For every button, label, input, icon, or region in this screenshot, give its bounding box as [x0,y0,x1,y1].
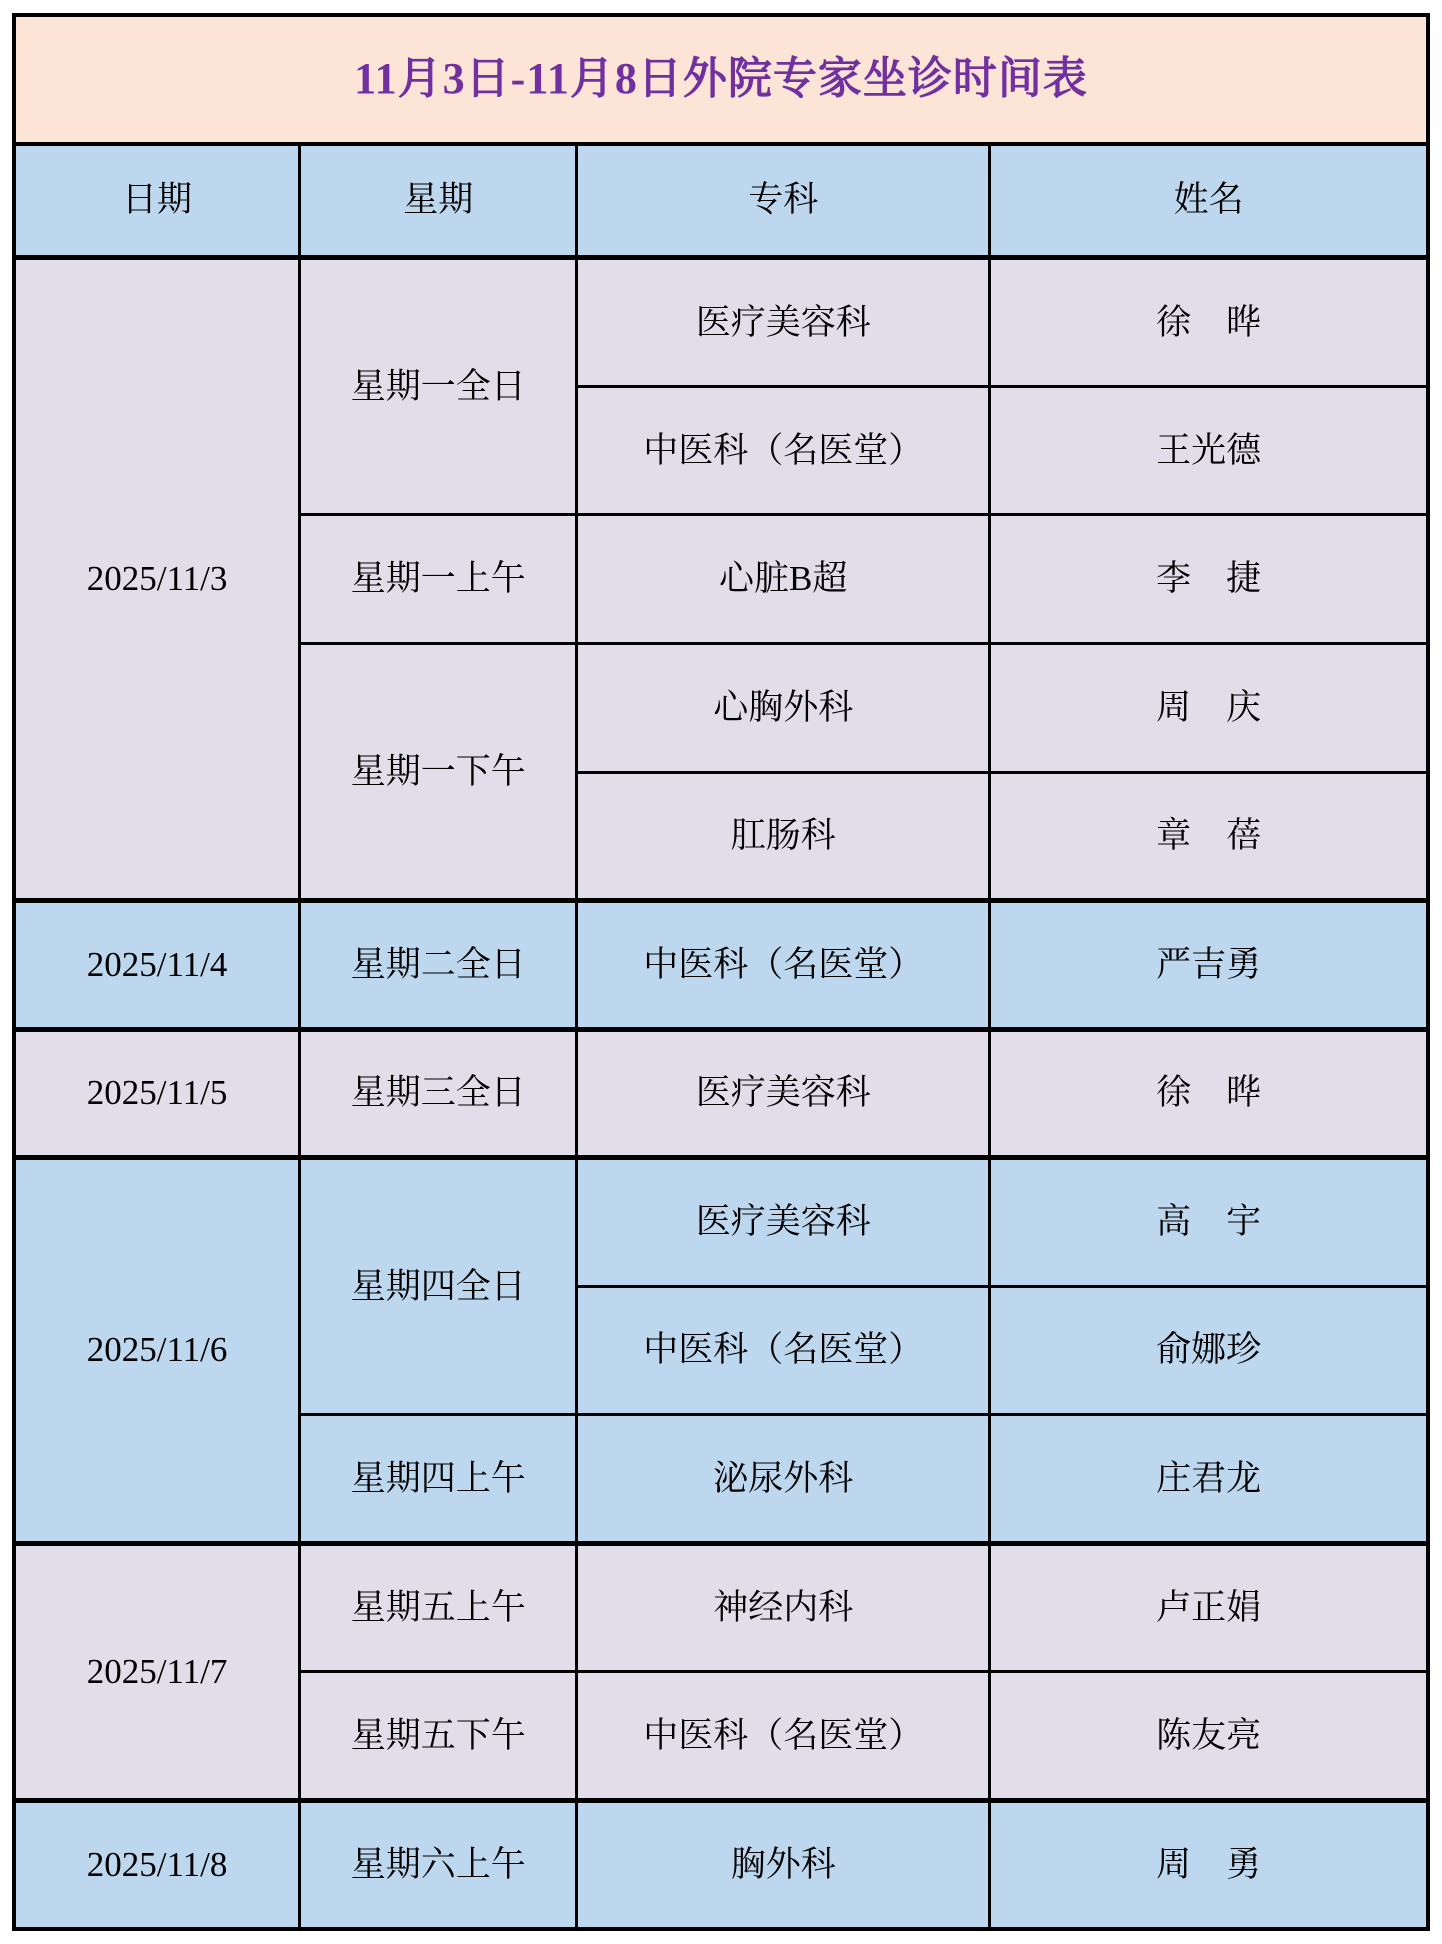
cell-name: 俞娜珍 [990,1286,1428,1415]
cell-dept: 心胸外科 [577,643,990,772]
table-row [14,1543,1428,1672]
cell-dept: 胸外科 [577,1800,990,1929]
cell-week: 星期四全日 [300,1158,577,1415]
cell-dept: 心脏B超 [577,515,990,644]
cell-week: 星期一上午 [300,515,577,644]
table-row [14,1158,1428,1287]
cell-dept: 医疗美容科 [577,1158,990,1287]
column-header-row [14,144,1428,258]
cell-week: 星期一全日 [300,258,577,515]
col-header-dept: 专科 [577,144,990,258]
cell-dept: 中医科（名医堂） [577,1286,990,1415]
col-header-week: 星期 [300,144,577,258]
cell-week: 星期六上午 [300,1800,577,1929]
cell-date: 2025/11/7 [14,1543,300,1800]
table-row [14,1800,1428,1929]
cell-week: 星期五上午 [300,1543,577,1672]
cell-dept: 医疗美容科 [577,258,990,387]
cell-date: 2025/11/3 [14,258,300,901]
cell-name: 李 捷 [990,515,1428,644]
table-title-row [14,15,1428,144]
cell-week: 星期四上午 [300,1415,577,1544]
cell-dept: 中医科（名医堂） [577,386,990,515]
cell-date: 2025/11/5 [14,1029,300,1158]
cell-name: 周 庆 [990,643,1428,772]
cell-name: 王光德 [990,386,1428,515]
cell-dept: 泌尿外科 [577,1415,990,1544]
cell-week: 星期一下午 [300,643,577,900]
cell-dept: 中医科（名医堂） [577,901,990,1030]
table-row [14,901,1428,1030]
cell-name: 徐 晔 [990,258,1428,387]
cell-name: 庄君龙 [990,1415,1428,1544]
cell-date: 2025/11/4 [14,901,300,1030]
cell-dept: 医疗美容科 [577,1029,990,1158]
cell-name: 陈友亮 [990,1672,1428,1801]
col-header-date: 日期 [14,144,300,258]
cell-dept: 肛肠科 [577,772,990,901]
col-header-name: 姓名 [990,144,1428,258]
consultation-schedule-table [12,13,1430,1931]
cell-name: 卢正娟 [990,1543,1428,1672]
page-title: 11月3日-11月8日外院专家坐诊时间表 [14,15,1428,144]
cell-week: 星期三全日 [300,1029,577,1158]
cell-name: 高 宇 [990,1158,1428,1287]
cell-date: 2025/11/6 [14,1158,300,1544]
cell-date: 2025/11/8 [14,1800,300,1929]
cell-week: 星期二全日 [300,901,577,1030]
table-row [14,258,1428,387]
cell-week: 星期五下午 [300,1672,577,1801]
cell-name: 严吉勇 [990,901,1428,1030]
cell-name: 周 勇 [990,1800,1428,1929]
cell-dept: 中医科（名医堂） [577,1672,990,1801]
cell-name: 章 蓓 [990,772,1428,901]
cell-name: 徐 晔 [990,1029,1428,1158]
cell-dept: 神经内科 [577,1543,990,1672]
table-row [14,1029,1428,1158]
